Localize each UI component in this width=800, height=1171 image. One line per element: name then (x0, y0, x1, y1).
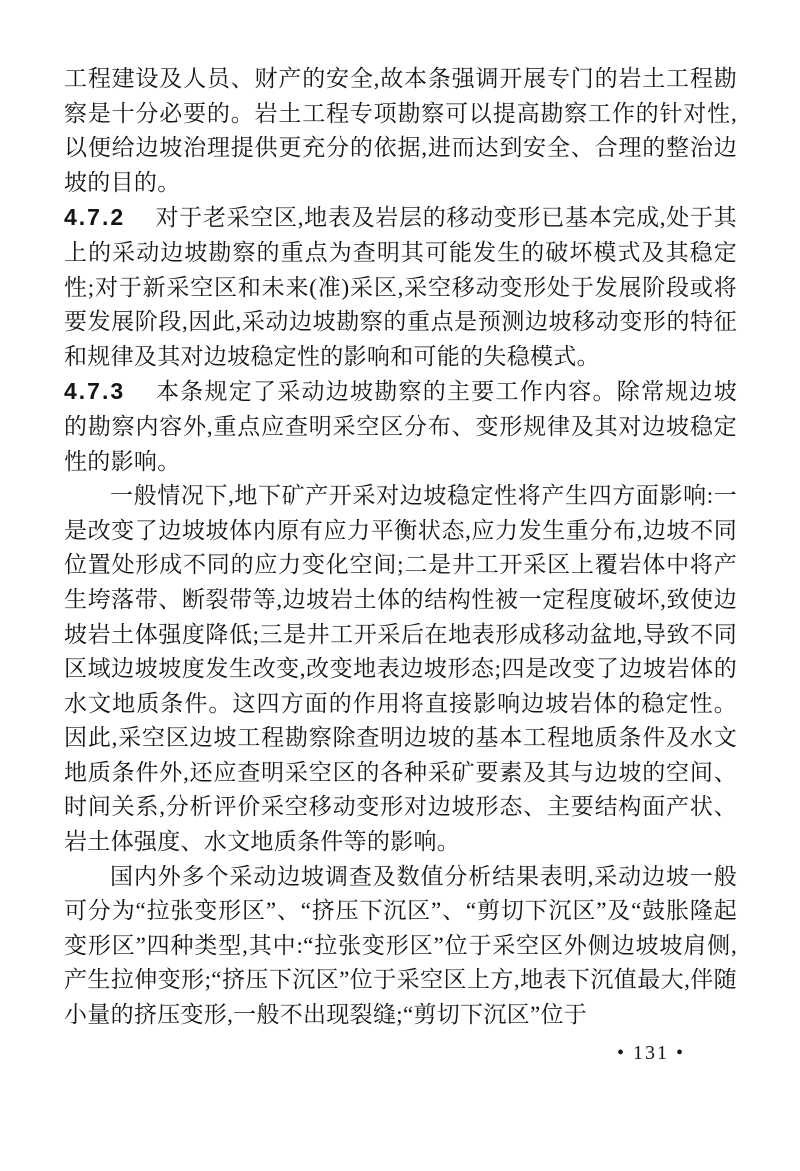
page-number: • 131 • (616, 1041, 685, 1064)
document-page (64, 62, 737, 1070)
clause-number: 4.7.2 (64, 204, 126, 231)
clause-paragraph: 4.7.2 对于老采空区,地表及岩层的移动变形已基本完成,处于其上的采动边坡勘察的重点为查明其可能发生的破坏模式及其稳定性;对于新采空区和未来(准)采区,采空移动变形处于发展阶段或将要发展阶段,因此,采动边坡勘察的重点是预测边坡移动变形的特征和规律及其对边坡稳定性的影响和可能的失稳模式。 (64, 204, 737, 369)
body-paragraph: 工程建设及人员、财产的安全,故本条强调开展专门的岩土工程勘察是十分必要的。岩土工程专项勘察可以提高勘察工作的针对性,以便给边坡治理提供更充分的依据,进而达到安全、合理的整治边坡的目的。 (64, 66, 737, 195)
clause-paragraph: 4.7.3 本条规定了采动边坡勘察的主要工作内容。除常规边坡的勘察内容外,重点应查明采空区分布、变形规律及其对边坡稳定性的影响。 (64, 378, 737, 474)
paragraphs (64, 62, 737, 1033)
body-paragraph: 一般情况下,地下矿产开采对边坡稳定性将产生四方面影响:一是改变了边坡坡体内原有应力平衡状态,应力发生重分布,边坡不同位置处形成不同的应力变化空间;二是井工开采区上覆岩体中将产生垮落带、断裂带等,边坡岩土体的结构性被一定程度破坏,致使边坡岩土体强度降低;三是井工开采后在地表形成移动盆地,导致不同区域边坡坡度发生改变,改变地表边坡形态;四是改变了边坡岩体的水文地质条件。这四方面的作用将直接影响边坡岩体的稳定性。因此,采空区边坡工程勘察除查明边坡的基本工程地质条件及水文地质条件外,还应查明采空区的各种采矿要素及其与边坡的空间、时间关系,分析评价采空移动变形对边坡形态、主要结构面产状、岩土体强度、水文地质条件等的影响。 (64, 483, 737, 855)
clause-number: 4.7.3 (64, 378, 126, 405)
body-paragraph: 国内外多个采动边坡调查及数值分析结果表明,采动边坡一般可分为“拉张变形区”、“挤压下沉区”、“剪切下沉区”及“鼓胀隆起变形区”四种类型,其中:“拉张变形区”位于采空区外侧边坡坡肩侧,产生拉伸变形;“挤压下沉区”位于采空区上方,地表下沉值最大,伴随小量的挤压变形,一般不出现裂缝;“剪切下沉区”位于 (64, 863, 737, 1028)
